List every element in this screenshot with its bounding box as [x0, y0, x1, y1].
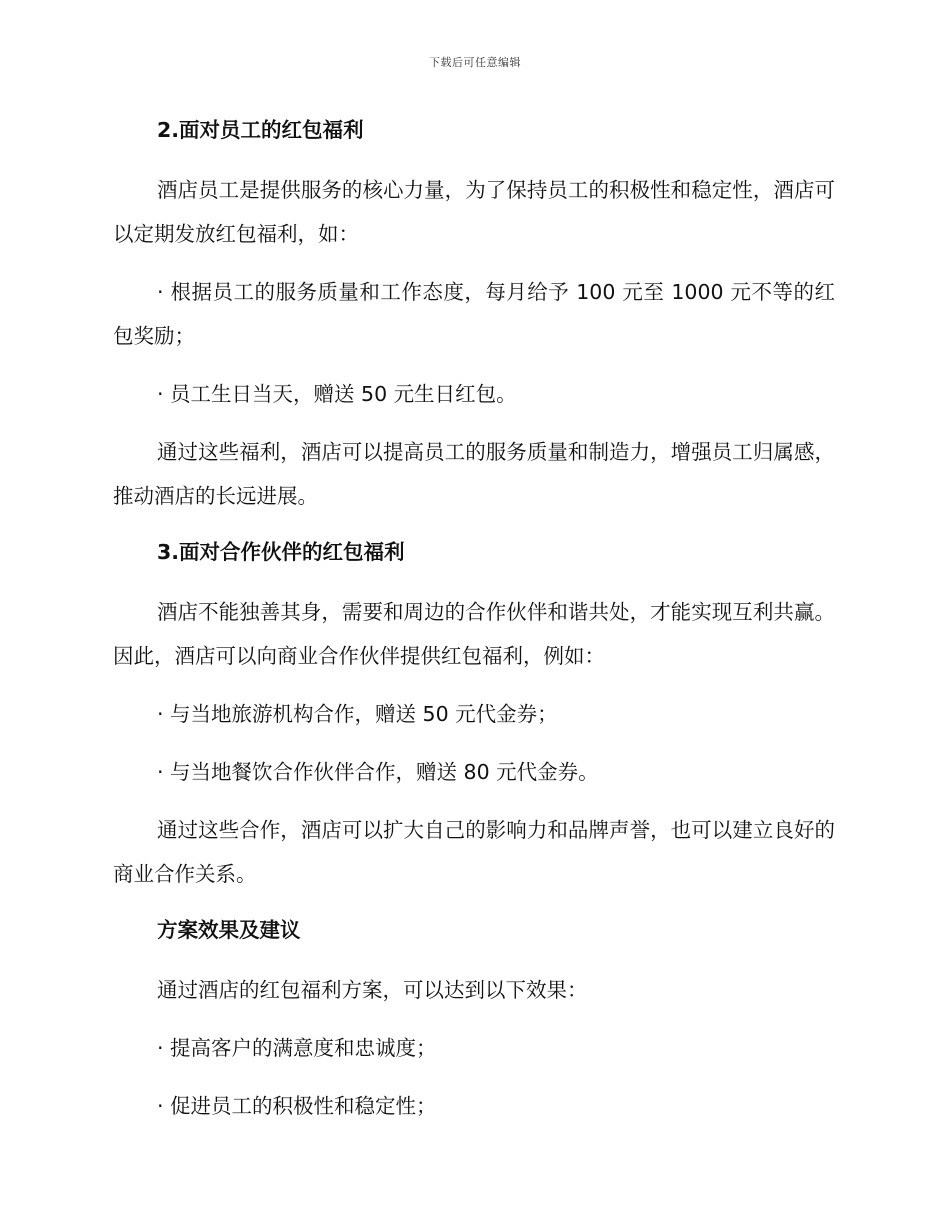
employees-bullet-monthly-bonus: · 根据员工的服务质量和工作态度，每月给予 100 元至 1000 元不等的红包奖励；: [113, 280, 835, 348]
header-note: 下载后可任意编辑: [429, 56, 521, 69]
section-heading-partners: 3.面对合作伙伴的红包福利: [157, 540, 405, 564]
partners-bullet-travel: · 与当地旅游机构合作，赠送 50 元代金券；: [157, 702, 558, 726]
partners-intro-paragraph: 酒店不能独善其身，需要和周边的合作伙伴和谐共处，才能实现互利共赢。因此，酒店可以向商业合作伙伴提供红包福利，例如：: [113, 600, 835, 668]
effects-bullet-employee: · 促进员工的积极性和稳定性；: [157, 1094, 437, 1118]
partners-bullet-dining: · 与当地餐饮合作伙伴合作，赠送 80 元代金券。: [157, 760, 599, 784]
section-heading-effects: 方案效果及建议: [157, 918, 301, 942]
employees-intro-paragraph: 酒店员工是提供服务的核心力量，为了保持员工的积极性和稳定性，酒店可以定期发放红包福利，如：: [113, 178, 835, 246]
document-body: [113, 110, 835, 1128]
effects-bullet-customer: · 提高客户的满意度和忠诚度；: [157, 1036, 437, 1060]
employees-conclusion-paragraph: 通过这些福利，酒店可以提高员工的服务质量和制造力，增强员工归属感，推动酒店的长远进展。: [113, 440, 835, 508]
effects-intro-paragraph: 通过酒店的红包福利方案，可以达到以下效果：: [157, 978, 588, 1002]
partners-conclusion-paragraph: 通过这些合作，酒店可以扩大自己的影响力和品牌声誉，也可以建立良好的商业合作关系。: [113, 818, 835, 886]
section-heading-employees: 2.面对员工的红包福利: [157, 118, 364, 142]
employees-bullet-birthday: · 员工生日当天，赠送 50 元生日红包。: [157, 382, 517, 406]
